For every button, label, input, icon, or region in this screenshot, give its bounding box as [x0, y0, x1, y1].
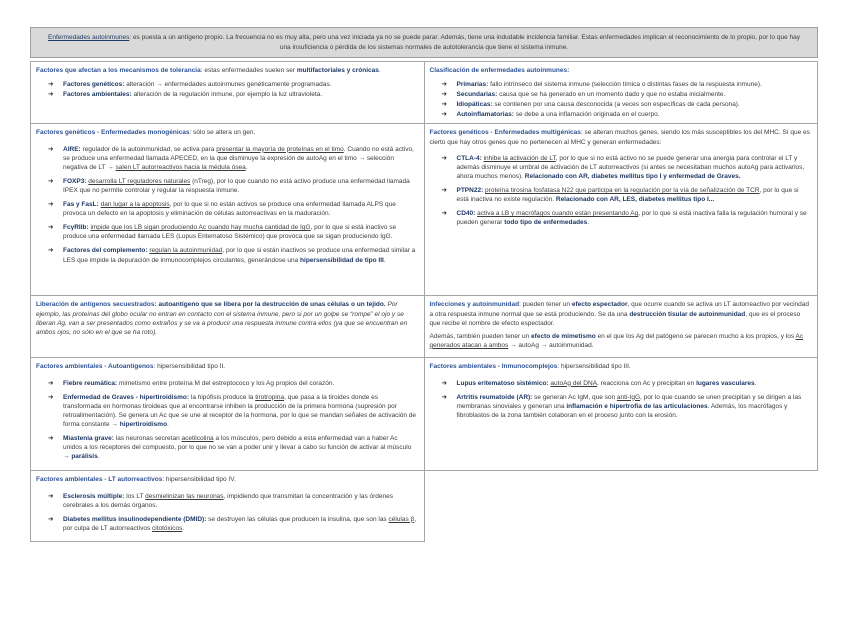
- cell-immune-complexes: [424, 358, 818, 471]
- plain-text: , impidiendo que transmitan la concentración y las órdenes cerebrales a los demás órganos.: [63, 492, 394, 509]
- list-item: [36, 223, 418, 241]
- section-title: Liberación de antígenos secuestrados: [36, 301, 155, 309]
- table-row: [31, 471, 818, 542]
- list-item: [430, 379, 812, 388]
- bold-text: : autoantígeno que se libera por la destrucción de unas células o un tejido.: [154, 301, 386, 309]
- plain-text: se debe a una inflamación originada en el cuerpo.: [513, 111, 660, 119]
- underlined-text: anti-IgG: [616, 393, 641, 401]
- plain-text: a los músculos, pero debido a esta enfermedad van a haber Ac unidos a los receptores del compuesto, por lo que no se van a poder unir y llevar a cabo su función de activar al músculo →: [63, 435, 412, 461]
- plain-text: en el que los Ag del patógeno se parecen mucho a los propios, y los: [595, 332, 796, 340]
- plain-text: , por lo que si no está activo no se puede generar una anergia para controlar el LT y además disminuye el umbral de activación de LT autorreactivos (si antes se necesitaban muchos autoAg para activarlos, ahora muchos menos).: [456, 154, 805, 180]
- bold-text: Lupus eritematoso sistémico:: [456, 379, 551, 387]
- underlined-text: presentar la mayoría de proteínas en el timo: [216, 145, 344, 153]
- plain-text: → autoAg → autoinmunidad.: [508, 341, 594, 349]
- cell-heading: [430, 128, 812, 146]
- list-item-text: [63, 201, 396, 217]
- list-item: [36, 90, 418, 99]
- cell-autoreactive-lt: [31, 471, 425, 542]
- list-item-text: [63, 380, 334, 387]
- list-item: [36, 177, 418, 195]
- bold-text: multifactoriales y crónicas: [296, 67, 379, 74]
- underlined-text: activa a LB y macrófagos cuando están presentando Ag: [477, 210, 639, 218]
- underlined-text: salen LT autorreactivos hacia la médula ósea: [115, 163, 246, 171]
- plain-text: .: [167, 420, 169, 428]
- arrow-bullet-icon: [48, 223, 53, 232]
- arrow-bullet-icon: [48, 145, 53, 154]
- list-item: [430, 80, 812, 89]
- plain-text: .: [97, 453, 100, 461]
- plain-text: .: [182, 524, 185, 532]
- plain-text: , por lo que si está inactivo se produce una enfermedad llamada LES (Lupus Eritematoso Sistémico) que provoca que se sigan produciendo IgG.: [63, 224, 397, 241]
- bold-text: FOXP3:: [63, 177, 89, 185]
- plain-text: alteración de la regulación inmune, por ejemplo la luz ultravioleta.: [131, 91, 323, 99]
- arrow-bullet-icon: [48, 515, 53, 524]
- underlined-text: citotóxicos: [152, 524, 183, 532]
- plain-text: .: [378, 67, 381, 74]
- section-title: Factores genéticos - Enfermedades monogénicas: [36, 129, 190, 137]
- notes-table: [30, 61, 818, 542]
- paragraph: [430, 300, 812, 327]
- document-title: Enfermedades autoinmunes: [48, 34, 130, 41]
- bold-text: Relacionado con AR, diabetes mellitus tipo I y enfermedad de Graves.: [524, 172, 741, 180]
- bold-text: CTLA-4:: [456, 154, 484, 162]
- list-item-text: [63, 178, 410, 194]
- paragraph: [36, 300, 418, 336]
- bold-text: Relacionado con AR, LES, diabetes mellitus tipo I...: [555, 196, 715, 204]
- bold-text: todo tipo de enfermedades: [504, 219, 588, 227]
- bullet-list: [430, 154, 812, 228]
- table-row: [31, 296, 818, 358]
- list-item: [36, 434, 418, 461]
- list-item: [430, 100, 812, 109]
- cell-monogenic-diseases: [31, 124, 425, 296]
- paragraph: [430, 332, 812, 350]
- list-item-text: [63, 247, 415, 263]
- list-item: [36, 492, 418, 510]
- plain-text: : se alteran muchos genes, siendo los más susceptibles los del MHC. Sí que es cierto que hay otros genes que no pertenecen al MHC y generan enfermedades:: [429, 129, 810, 146]
- bold-text: efecto de mimetismo: [531, 332, 596, 340]
- list-item-text: [457, 101, 740, 108]
- section-title: Factores que afectan a los mecanismos de tolerancia: [36, 67, 201, 74]
- arrow-bullet-icon: [442, 100, 447, 109]
- bold-text: AIRE:: [63, 145, 81, 153]
- arrow-bullet-icon: [48, 90, 53, 99]
- table-row: [31, 62, 818, 124]
- underlined-text: acetilcolina: [181, 435, 214, 443]
- list-item: [36, 393, 418, 429]
- table-row: [31, 358, 818, 471]
- arrow-bullet-icon: [442, 90, 447, 99]
- plain-text: alteración → enfermedades autoinmunes genéticamente programadas.: [124, 81, 332, 89]
- bold-text: destrucción tisular de autoinmunidad: [629, 310, 746, 318]
- cell-multigenic-diseases: [424, 124, 818, 296]
- arrow-bullet-icon: [48, 379, 53, 388]
- plain-text: fallo intrínseco del sistema inmune (selección tímica o distintas fases de la respuesta inmune).: [488, 81, 762, 89]
- bullet-list: [36, 145, 418, 265]
- plain-text: .: [754, 379, 757, 387]
- document-header: [30, 27, 818, 58]
- bold-text: Factores genéticos:: [63, 81, 125, 89]
- plain-text: .: [383, 256, 386, 264]
- bold-text: hipertiroidismo: [119, 420, 168, 428]
- list-item: [430, 393, 812, 420]
- plain-text: : hipersensibilidad tipo III.: [557, 363, 631, 371]
- arrow-bullet-icon: [48, 177, 53, 186]
- header-text: [45, 33, 803, 53]
- plain-text: mimetismo entre proteína M del estreptococo y los Ag propios del corazón.: [117, 379, 335, 387]
- bold-text: Artritis reumatoide (AR):: [456, 393, 533, 401]
- plain-text: , que es el proceso que recibe el nombre de efecto espectador.: [429, 310, 801, 327]
- arrow-bullet-icon: [48, 246, 53, 255]
- arrow-bullet-icon: [48, 200, 53, 209]
- cell-tolerance-mechanisms: [31, 62, 425, 124]
- bullet-list: [430, 379, 812, 420]
- plain-text: .: [587, 219, 590, 227]
- list-item: [36, 515, 418, 533]
- plain-text: causa que se ha generado en un momento dado y que no estaba inicialmente.: [497, 91, 726, 99]
- bold-text: Autoinflamatorias:: [456, 111, 514, 119]
- list-item: [430, 110, 812, 119]
- plain-text: Además, también pueden tener un: [429, 332, 532, 340]
- plain-text: se contienen por una causa desconocida (a veces son específicas de cada persona).: [492, 101, 740, 109]
- bold-text: CD40:: [456, 210, 478, 218]
- list-item: [36, 246, 418, 264]
- list-item: [36, 145, 418, 172]
- bold-text: Fas y FasL:: [63, 201, 101, 209]
- list-item-text: [457, 91, 726, 98]
- plain-text: se generan Ac IgM, que son: [532, 393, 617, 401]
- list-item: [36, 379, 418, 388]
- underlined-text: impide que los LB sigan produciendo Ac cuando hay mucha cantidad de IgG: [90, 224, 311, 232]
- italic-text: Por ejemplo, las proteínas del globo ocular no entran en contacto con el sistema inmune, pero si por un golpe se “rompe” el ojo y se liberan Ag, van a ser presentados como extraños y se va a producir una respuesta inmune contra ellos (ya que se encuentran en ambos ojos, no sólo en el que se ha roto).: [36, 301, 408, 336]
- list-item: [430, 186, 812, 204]
- bold-text: Primarias:: [456, 81, 489, 89]
- arrow-bullet-icon: [442, 154, 447, 163]
- bold-text: Idiopáticas:: [456, 101, 493, 109]
- arrow-bullet-icon: [48, 80, 53, 89]
- bold-text: efecto espectador: [571, 301, 628, 309]
- bullet-list: [36, 492, 418, 533]
- list-item-text: [63, 81, 331, 88]
- list-item-text: [457, 111, 660, 118]
- list-item-text: [457, 81, 762, 88]
- section-title: Clasificación de enfermedades autoinmunes:: [429, 67, 570, 74]
- underlined-text: tirotropina: [255, 393, 285, 401]
- list-item-text: [457, 394, 802, 419]
- list-item-text: [63, 224, 396, 240]
- plain-text: , por lo que si está inactiva falla la regulación humoral y se pueden generar: [456, 210, 807, 227]
- bold-text: Fiebre reumática:: [63, 379, 118, 387]
- cell-heading: [36, 128, 418, 137]
- section-title: Infecciones y autoinmunidad: [429, 301, 520, 309]
- list-item: [430, 209, 812, 227]
- plain-text: . Además, los macrófagos y fibroblastos de la zona también colaboran en el proceso junto con la erosión.: [456, 402, 788, 419]
- bold-text: Secundarias:: [456, 91, 498, 99]
- plain-text: . Cuando no está activo, se produce una enfermedad llamada APECED, en la que disminuye la expresión de autoAg en el timo → selección negativa de LT →: [63, 145, 414, 171]
- list-item: [36, 200, 418, 218]
- bullet-list: [36, 379, 418, 462]
- underlined-text: dan lugar a la apoptosis: [100, 201, 170, 209]
- cell-heading: [36, 66, 418, 75]
- plain-text: , por culpa de LT autorreactivos: [63, 515, 417, 532]
- cell-heading: [430, 66, 812, 75]
- plain-text: : hipersensibilidad tipo II.: [153, 363, 226, 371]
- bold-text: Factores del complemento:: [63, 247, 150, 255]
- plain-text: , por lo que si está inactiva no existe regulación.: [456, 186, 799, 204]
- cell-autoantigens: [31, 358, 425, 471]
- underlined-text: autoAg del DNA: [550, 379, 598, 387]
- arrow-bullet-icon: [442, 80, 447, 89]
- plain-text: : es puesta a un antígeno propio. La frecuencia no es muy alta, pero una vez iniciada ya no se puede parar. Además, tiene una indudable incidencia familiar. Estas enfermedades implican el reconocimiento de lo propio, por lo que hay una insuficiencia o pérdida de los sistemas normales de autotolerancia que tiene el sistema inmune.: [129, 34, 800, 51]
- plain-text: , por lo que cuando se unen precipitan y se dirigen a las membranas sinoviales y generan una: [456, 393, 802, 410]
- bold-text: Miastenia grave:: [63, 435, 114, 443]
- list-item-text: [457, 380, 757, 387]
- underlined-text: inhibe la activación de LT: [483, 154, 556, 162]
- bold-text: hipersensibilidad de tipo III: [300, 256, 384, 264]
- cell-infections-autoimmunity: [424, 296, 818, 358]
- list-item: [430, 90, 812, 99]
- plain-text: : pueden tener un: [519, 301, 572, 309]
- plain-text: , reacciona con Ac y precipitan en: [597, 379, 697, 387]
- list-item-text: [457, 155, 805, 180]
- list-item-text: [457, 210, 807, 226]
- arrow-bullet-icon: [442, 110, 447, 119]
- arrow-bullet-icon: [442, 393, 447, 402]
- arrow-bullet-icon: [48, 434, 53, 443]
- arrow-bullet-icon: [48, 393, 53, 402]
- plain-text: , que pasa a la tiroides donde es transformada en hormonas tiroideas que al encontrarse inhiben la producción de la primera hormona (supresión por retroalimentación). Se genera un Ac que se une al receptor de la hormona, por lo que se mandan señales de activación de forma constante →: [63, 393, 417, 428]
- plain-text: la hipófisis produce la: [189, 393, 256, 401]
- section-title: Factores genéticos - Enfermedades multigénicas: [429, 129, 581, 137]
- cell-heading: [430, 362, 812, 371]
- list-item-text: [63, 91, 322, 98]
- cell-classification: [424, 62, 818, 124]
- list-item-text: [63, 394, 416, 428]
- list-item-text: [63, 493, 393, 509]
- underlined-text: desarrolla LT reguladores naturales: [88, 177, 191, 185]
- bold-text: parálisis: [71, 453, 98, 461]
- underlined-text: proteína tirosina fosfatasa N22 que participa en la regulación por la vía de señalización de TCR: [485, 186, 760, 194]
- bold-text: PTPN22:: [456, 186, 486, 194]
- bold-text: FcγRIIb:: [63, 224, 91, 232]
- list-item-text: [63, 435, 411, 460]
- underlined-text: regulan la autoinmunidad: [149, 247, 223, 255]
- plain-text: , por lo que si no están activos se produce una enfermedad llamada ALPS que provoca un defecto en la apoptosis y eliminación de células autorreactivas en la maduración.: [63, 201, 396, 218]
- plain-text: , que ocurre cuando se activa un LT autorreactivo por vecindad a otra respuesta inmune normal que se está produciendo. Se da una: [429, 301, 809, 318]
- empty-cell: [424, 471, 818, 542]
- bullet-list: [430, 80, 812, 119]
- list-item-text: [63, 146, 414, 171]
- cell-heading: [36, 475, 418, 484]
- list-item-text: [457, 187, 799, 203]
- plain-text: regulador de la autoinmunidad, se activa para: [80, 145, 217, 153]
- arrow-bullet-icon: [442, 379, 447, 388]
- bold-text: Esclerosis múltiple:: [63, 492, 125, 500]
- arrow-bullet-icon: [442, 186, 447, 195]
- plain-text: las neuronas secretan: [113, 435, 182, 443]
- list-item: [430, 154, 812, 181]
- plain-text: .: [245, 163, 248, 171]
- bold-text: Diabetes mellitus insulinodependiente (DMID):: [63, 515, 207, 523]
- underlined-text: desmielinizan las neuronas: [145, 492, 224, 500]
- plain-text: : estas enfermedades suelen ser: [200, 67, 297, 74]
- cell-sequestered-antigens: [31, 296, 425, 358]
- underlined-text: Ac generados atacan a ambos: [429, 332, 804, 349]
- section-title: Factores ambientales - Autoantígenos: [36, 363, 154, 371]
- bold-text: lugares vasculares: [696, 379, 755, 387]
- bold-text: Enfermedad de Graves - hipertiroidismo:: [63, 393, 190, 401]
- plain-text: se destruyen las células que producen la insulina, que son las: [206, 515, 389, 523]
- list-item: [36, 80, 418, 89]
- plain-text: : hipersensibilidad tipo IV.: [162, 476, 236, 484]
- section-title: Factores ambientales - Inmunocomplejos: [429, 363, 558, 371]
- table-row: [31, 124, 818, 296]
- bullet-list: [36, 80, 418, 99]
- cell-heading: [36, 362, 418, 371]
- arrow-bullet-icon: [442, 209, 447, 218]
- list-item-text: [63, 516, 416, 532]
- plain-text: : sólo se altera un gen.: [189, 129, 256, 137]
- arrow-bullet-icon: [48, 492, 53, 501]
- bold-text: inflamación e hipertrofia de las articulaciones: [566, 402, 708, 410]
- plain-text: (nTreg), por lo que cuando no está activo produce una enfermedad llamada IPEX que no permite controlar y regular la respuesta inmune.: [63, 177, 410, 194]
- underlined-text: células β: [388, 515, 415, 523]
- bold-text: Factores ambientales:: [63, 91, 132, 99]
- section-title: Factores ambientales - LT autorreactivos: [36, 476, 163, 484]
- plain-text: , por lo que si están inactivos se produce una enfermedad similar a LES que impide la depuración de inmunocomplejos circulantes, generándose una: [63, 247, 416, 264]
- plain-text: los LT: [124, 492, 146, 500]
